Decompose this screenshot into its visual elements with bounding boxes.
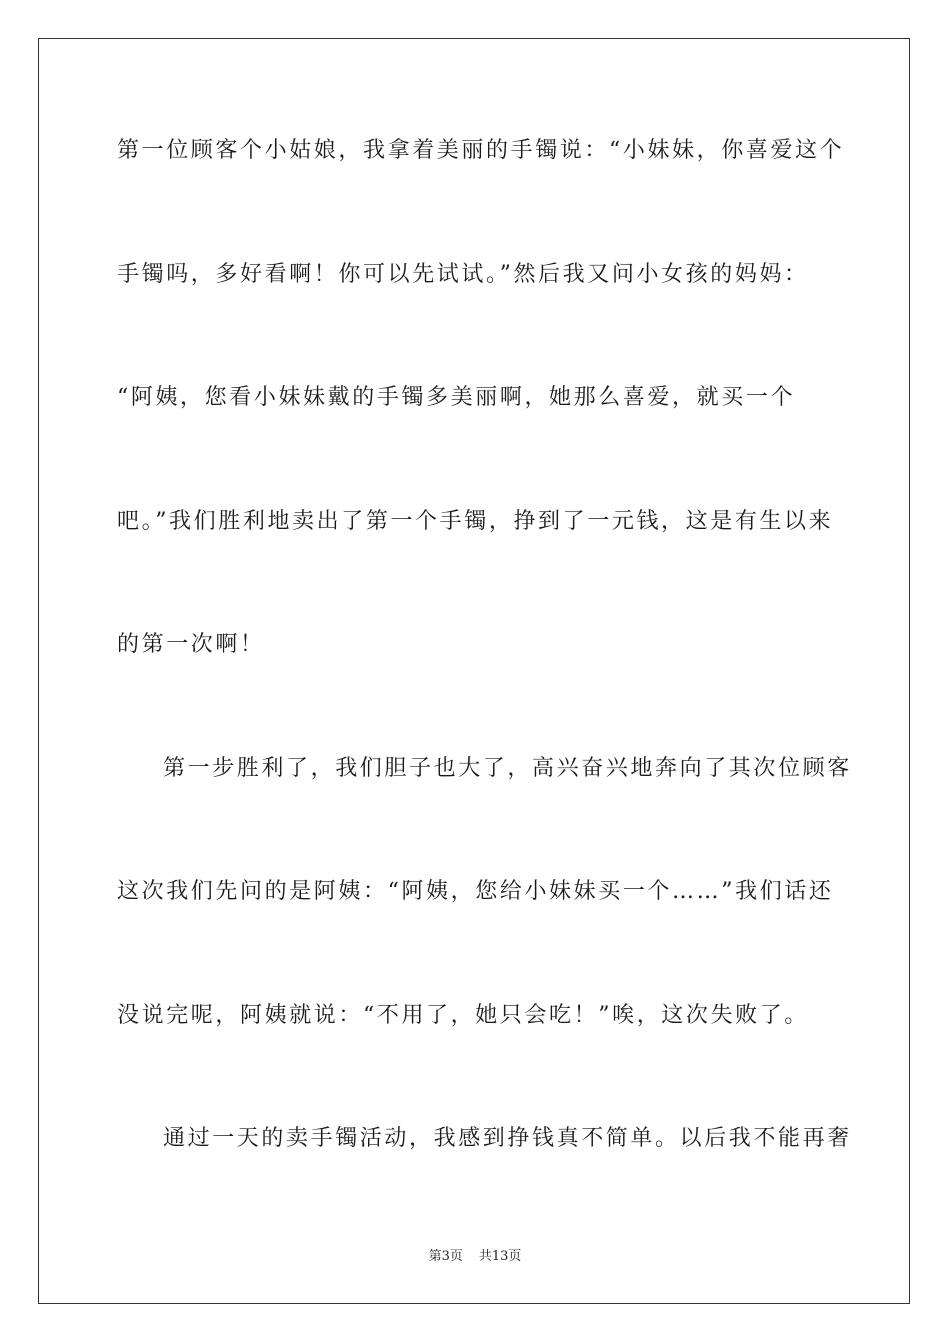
text-line: 第一位顾客个小姑娘，我拿着美丽的手镯说：“小妹妹，你喜爱这个	[117, 138, 845, 163]
page-number: 第3页	[428, 1249, 463, 1264]
text-line: 手镯吗，多好看啊！你可以先试试。”然后我又问小女孩的妈妈：	[117, 262, 809, 287]
text-line: 这次我们先问的是阿姨：“阿姨，您给小妹妹买一个……”我们话还	[117, 879, 834, 904]
text-line: “阿姨，您看小妹妹戴的手镯多美丽啊，她那么喜爱，就买一个	[117, 385, 796, 410]
page-footer	[0, 1248, 950, 1266]
paragraph-first-line: 通过一天的卖手镯活动，我感到挣钱真不简单。以后我不能再奢	[163, 1126, 852, 1151]
paragraph-first-line: 第一步胜利了，我们胆子也大了，高兴奋兴地奔向了其次位顾客	[163, 756, 852, 781]
page-border	[38, 38, 910, 1304]
text-line: 没说完呢，阿姨就说：“不用了，她只会吃！”唉，这次失败了。	[117, 1003, 809, 1028]
text-line: 吧。”我们胜利地卖出了第一个手镯，挣到了一元钱，这是有生以来	[117, 509, 834, 534]
text-line: 的第一次啊！	[117, 632, 265, 657]
page-total: 共13页	[478, 1249, 522, 1264]
